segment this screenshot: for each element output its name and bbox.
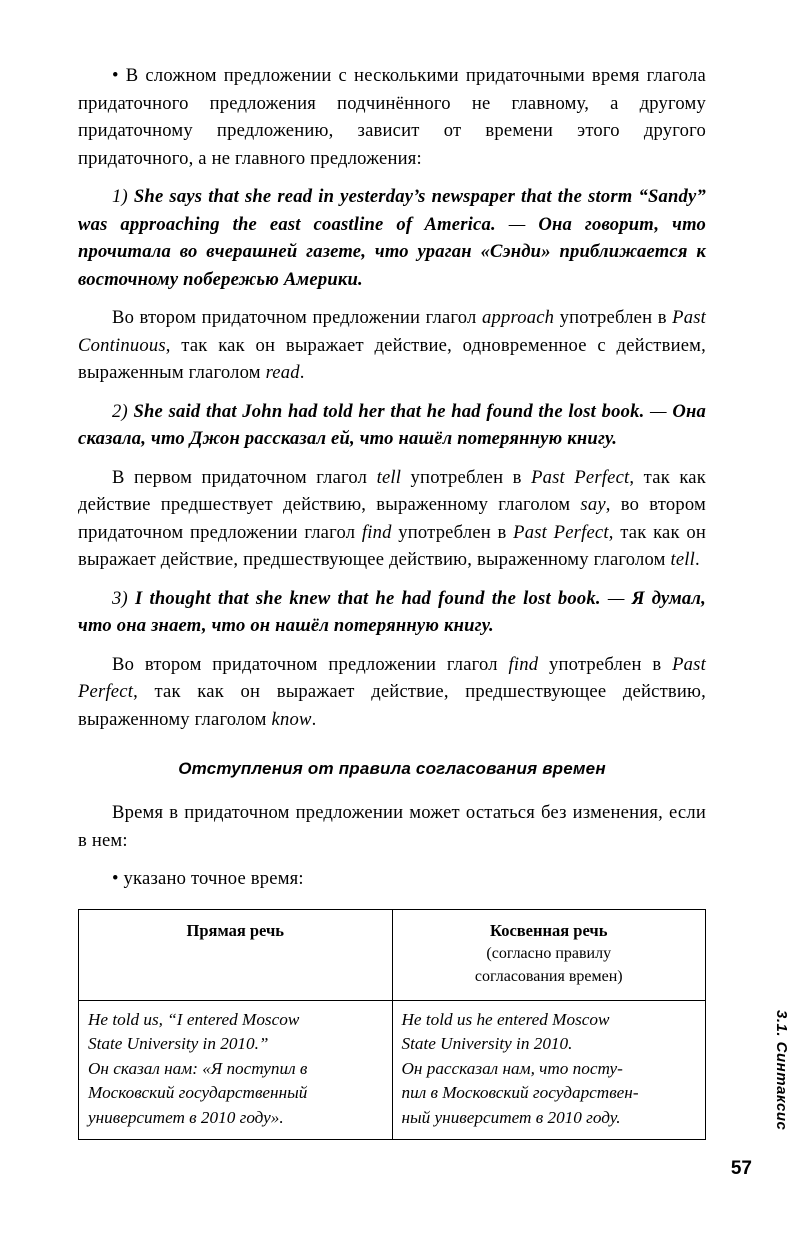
explanation-2-part-5: употреблен в [391,521,514,543]
explanation-2-part-2: употреблен в [401,466,532,488]
explanation-1-text-end: , так как он выражает действие, одновременное с действием, выраженным глаголом [78,334,706,383]
explanation-1-verb-1: approach [481,307,555,328]
cell-indirect-speech [392,1000,706,1140]
cell-indirect-line-1: He told us he entered Moscow [401,1009,610,1029]
header-indirect-sub-1: (согласно правилу [486,944,612,962]
explanation-1-text-mid: употреблен в [554,307,673,328]
cell-indirect-line-3: Он рассказал нам, что посту- [401,1058,623,1078]
explanation-2-tense-2: Past Perfect [513,521,609,543]
cell-direct-speech [79,1000,393,1140]
cell-direct-line-4: Московский государственный [88,1083,308,1102]
bullet-item-exact-time: • указано точное время: [112,868,304,889]
example-3-dash: — [607,587,625,609]
header-indirect-sub-2: согласования времен) [474,967,623,985]
explanation-1 [78,304,706,387]
explanation-2-part-1: В первом придаточном глагол [112,466,377,488]
explanation-2-verb-1: tell [376,466,402,488]
explanation-2 [78,464,706,574]
header-indirect-title: Косвенная речь [490,920,608,940]
intro-paragraph: Время в придаточном предложении может остаться без изменения, если в нем: [78,802,706,851]
section-subheading: Отступления от правила согласования времен [178,759,606,778]
cell-direct-line-3: Он сказал нам: «Я поступил в [88,1058,308,1078]
explanation-3-part-1: Во втором придаточном предложении глагол [112,653,509,675]
explanation-3-part-3: , так как он выражает действие, предшествующее действию, выраженному глаголом [78,681,706,730]
example-3-russian: Я думал, что она знает, что он нашёл потерянную книгу. [78,587,707,636]
explanation-2-part-4: , во втором придаточном предложении глагол [78,494,706,543]
example-2-russian: Она сказала, что Джон рассказал ей, что нашёл потерянную книгу. [78,400,706,449]
explanation-3-part-2: употреблен в [538,653,673,675]
explanation-3-verb-1: find [508,653,539,675]
table-header-row [79,909,706,1000]
table-row [79,1000,706,1140]
explanation-2-part-6: , так как он выражает действие, предшествующее действию, выраженному глаголом [78,521,706,570]
page-content [78,62,706,1140]
explanation-1-text-start: Во втором придаточном предложении глагол [112,307,482,328]
explanation-1-verb-2: read [265,362,300,383]
explanation-2-part-3: , так как действие предшествует действию, выраженному глаголом [78,466,706,515]
table-header-indirect-speech [392,909,706,1000]
example-2-dash: — [650,400,667,422]
example-2-number: 2) [112,400,128,422]
explanation-3 [78,651,706,734]
example-3 [78,585,706,640]
cell-direct-line-5: университет в 2010 году». [88,1107,284,1127]
example-3-english: I thought that she knew that he had found the lost book. [135,587,601,609]
explanation-1-text-final: . [299,362,305,383]
table-header-direct-speech [79,909,393,1000]
explanation-2-part-7: . [695,549,700,570]
explanation-3-part-4: . [311,708,317,730]
explanation-2-verb-4: tell [670,549,696,570]
cell-indirect-line-4: пил в Московский государствен- [401,1083,639,1102]
rule-bullet-paragraph: • В сложном предложении с несколькими придаточными время глагола придаточного предложения подчинённого не главному, а другому придаточному предложению, зависит от времени этого другого придаточного, а не главного предложения: [78,65,706,169]
example-2 [78,398,706,453]
header-direct-title: Прямая речь [186,920,284,940]
example-1-dash: — [508,213,526,235]
chapter-side-tab: 3.1. Синтаксис [773,1010,790,1131]
explanation-2-tense-1: Past Perfect [531,466,630,488]
explanation-1-tense-1: Past Continuous [78,307,706,356]
example-3-number: 3) [112,587,128,609]
example-1-russian: Она говорит, что прочитала во вчерашней газете, что ураган «Сэнди» приближается к восточному побережью Америки. [78,213,706,290]
cell-direct-line-1: He told us, “I entered Moscow [88,1009,300,1029]
explanation-2-verb-2: say [580,494,606,515]
direct-indirect-speech-table [78,909,706,1141]
explanation-3-verb-2: know [271,708,312,730]
example-1-english: She says that she read in yesterday’s newspaper that the storm “Sandy” was approaching the east coastline of America. [78,186,706,235]
cell-indirect-line-5: ный университет в 2010 году. [401,1107,621,1127]
example-2-english: She said that John had told her that he had found the lost book. [133,400,645,422]
cell-indirect-line-2: State University in 2010. [401,1034,573,1053]
explanation-2-verb-3: find [361,521,392,543]
cell-direct-line-2: State University in 2010.” [88,1034,269,1053]
example-1-number: 1) [112,186,128,207]
page-number: 57 [730,1158,752,1179]
example-1 [78,183,706,293]
explanation-3-tense-1: Past Perfect [78,653,706,702]
